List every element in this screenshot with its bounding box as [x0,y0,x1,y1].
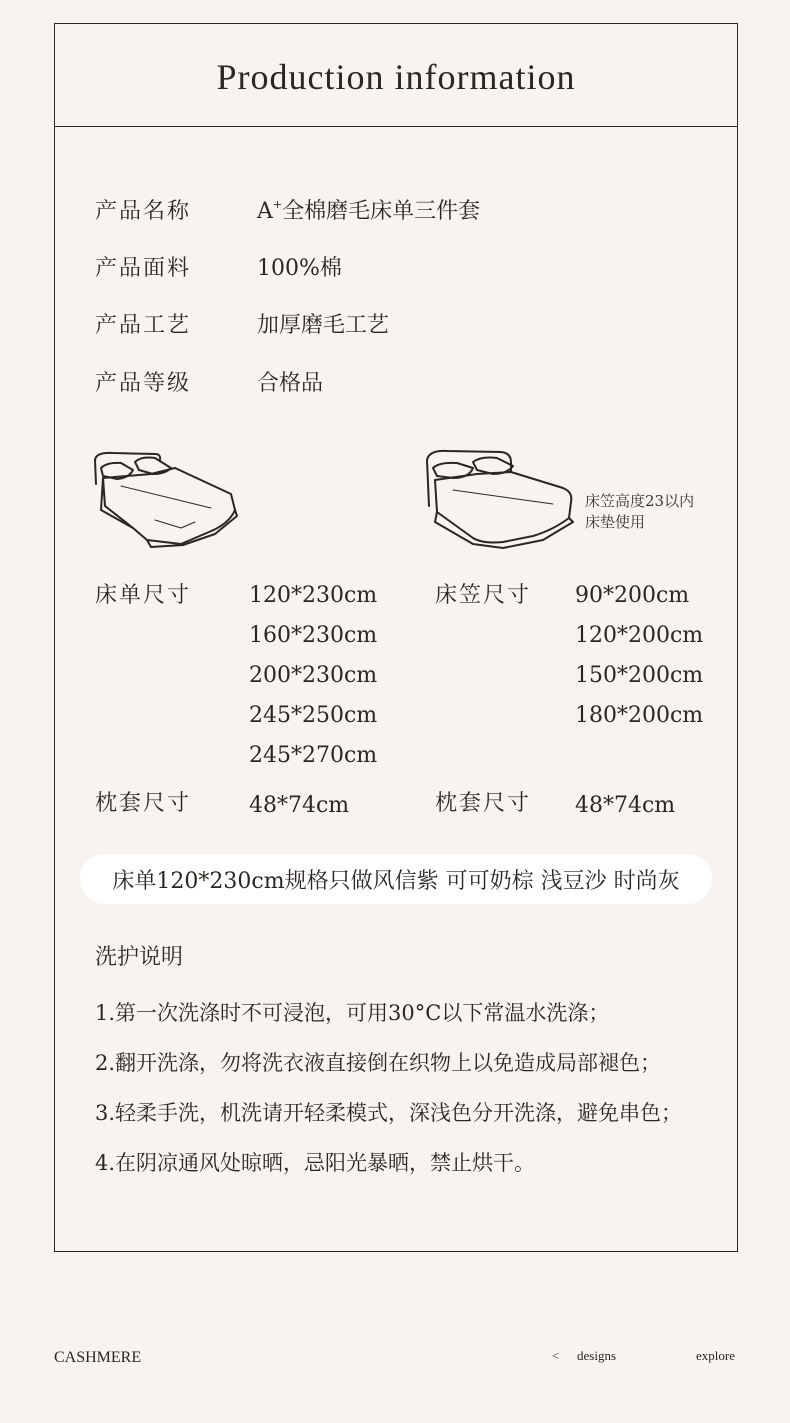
sheet-size-values [249,576,377,776]
explore-link[interactable]: explore [696,1348,735,1363]
care-item: 2.翻开洗涤，勿将洗衣液直接倒在织物上以免造成局部褪色； [95,1051,662,1075]
fitted-size-value: 120*200cm [575,623,704,648]
care-list [95,994,682,1194]
care-title: 洗护说明 [95,945,184,970]
page-title: Production information [216,57,576,97]
pillow-size-row-right [435,784,531,824]
info-row-fabric [95,251,342,282]
flat-sheet-bed-icon [91,448,241,548]
brand-logo: CASHMERE [54,1349,142,1366]
sheet-size-label: 床单尺寸 [95,583,192,608]
color-notice-pill: 床单120*230cm规格只做风信紫 可可奶棕 浅豆沙 时尚灰 [80,854,712,904]
pillow-size-value-left [249,786,349,826]
product-name: 全棉磨毛床单三件套 [282,199,481,224]
pillow-size-value-right [575,786,675,826]
fitted-sheet-note [585,491,694,533]
info-value: 100%棉 [257,256,342,281]
sheet-size-value: 200*230cm [249,663,378,688]
fitted-size-values [575,576,703,736]
info-value: 合格品 [257,371,324,396]
pillow-size-value: 48*74cm [249,793,350,818]
pillow-size-value: 48*74cm [575,793,676,818]
care-item: 1.第一次洗涤时不可浸泡，可用30°C以下常温水洗涤； [95,1001,610,1025]
info-label: 产品等级 [95,371,192,396]
sheet-size-value: 160*230cm [249,623,378,648]
fitted-size-value: 90*200cm [575,583,690,608]
care-item: 4.在阴凉通风处晾晒，忌阳光暴晒，禁止烘干。 [95,1151,536,1175]
info-value: 加厚磨毛工艺 [257,313,390,338]
back-arrow-icon[interactable]: < [552,1348,560,1363]
info-label: 产品工艺 [95,313,192,338]
fitted-size-value: 150*200cm [575,663,704,688]
sheet-size-value: 120*230cm [249,583,378,608]
designs-link[interactable]: designs [577,1348,616,1363]
sheet-size-value: 245*250cm [249,703,378,728]
pillow-size-row-left [95,784,191,824]
sheet-size-value: 245*270cm [249,743,378,768]
card-header [55,24,737,127]
info-label: 产品面料 [95,256,192,281]
fitted-size-label-col [435,576,531,616]
note-line: 床笠高度23以内 [585,492,695,510]
pillow-size-label: 枕套尺寸 [435,791,532,816]
product-info-card [54,23,738,1252]
note-line: 床垫使用 [585,513,646,531]
sheet-size-label-col [95,576,191,616]
info-value [257,194,480,225]
fitted-sheet-bed-icon [423,446,583,550]
info-row-grade [95,366,323,397]
pillow-size-label: 枕套尺寸 [95,791,192,816]
grade-superscript: + [272,198,283,211]
info-label: 产品名称 [95,199,192,224]
info-row-name [95,194,480,225]
grade-prefix: A [257,199,273,224]
care-item: 3.轻柔手洗，机洗请开轻柔模式，深浅色分开洗涤，避免串色； [95,1101,683,1125]
info-row-craft [95,308,389,339]
fitted-size-label: 床笠尺寸 [435,583,532,608]
fitted-size-value: 180*200cm [575,703,704,728]
